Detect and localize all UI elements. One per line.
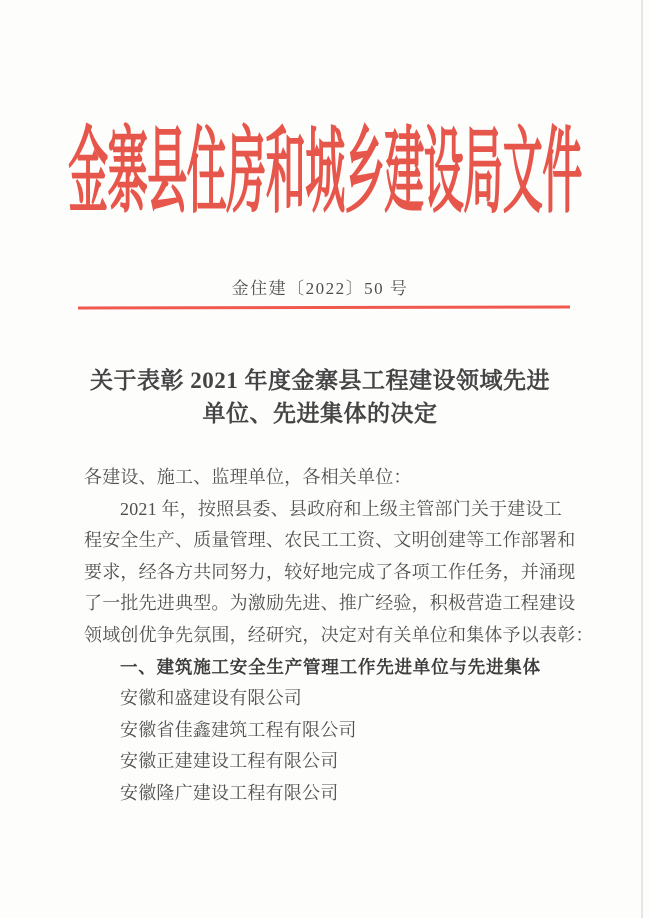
letterhead — [0, 112, 650, 224]
document-title-line-1: 关于表彰 2021 年度金寨县工程建设领域先进 — [90, 368, 550, 393]
section-heading: 一、建筑施工安全生产管理工作先进单位与先进集体 — [120, 656, 541, 677]
company-list-item: 安徽正建建设工程有限公司 — [120, 751, 339, 772]
document-title-line-2: 单位、先进集体的决定 — [202, 401, 438, 426]
paragraph-line: 领域创优争先氛围，经研究，决定对有关单位和集体予以表彰： — [84, 624, 594, 645]
company-list-item: 安徽隆广建设工程有限公司 — [120, 782, 339, 803]
paragraph-line: 要求，经各方共同努力，较好地完成了各项工作任务，并涌现 — [84, 561, 576, 582]
paragraph-line: 了一批先进典型。为激励先进、推广经验，积极营造工程建设 — [84, 593, 576, 614]
salutation-line: 各建设、施工、监理单位，各相关单位： — [84, 467, 412, 487]
company-list-item: 安徽省佳鑫建筑工程有限公司 — [120, 719, 357, 740]
company-list-item: 安徽和盛建设有限公司 — [120, 688, 302, 709]
document-body — [84, 462, 594, 810]
letterhead-title: 金寨县住房和城乡建设局文件 — [68, 118, 582, 224]
paragraph-line: 2021 年，按照县委、县政府和上级主管部门关于建设工 — [120, 498, 562, 519]
document-number: 金住建〔2022〕50 号 — [231, 279, 409, 298]
red-divider-rule — [78, 305, 570, 309]
paragraph-line: 程安全生产、质量管理、农民工工资、文明创建等工作部署和 — [84, 530, 576, 551]
document-title — [40, 364, 600, 430]
